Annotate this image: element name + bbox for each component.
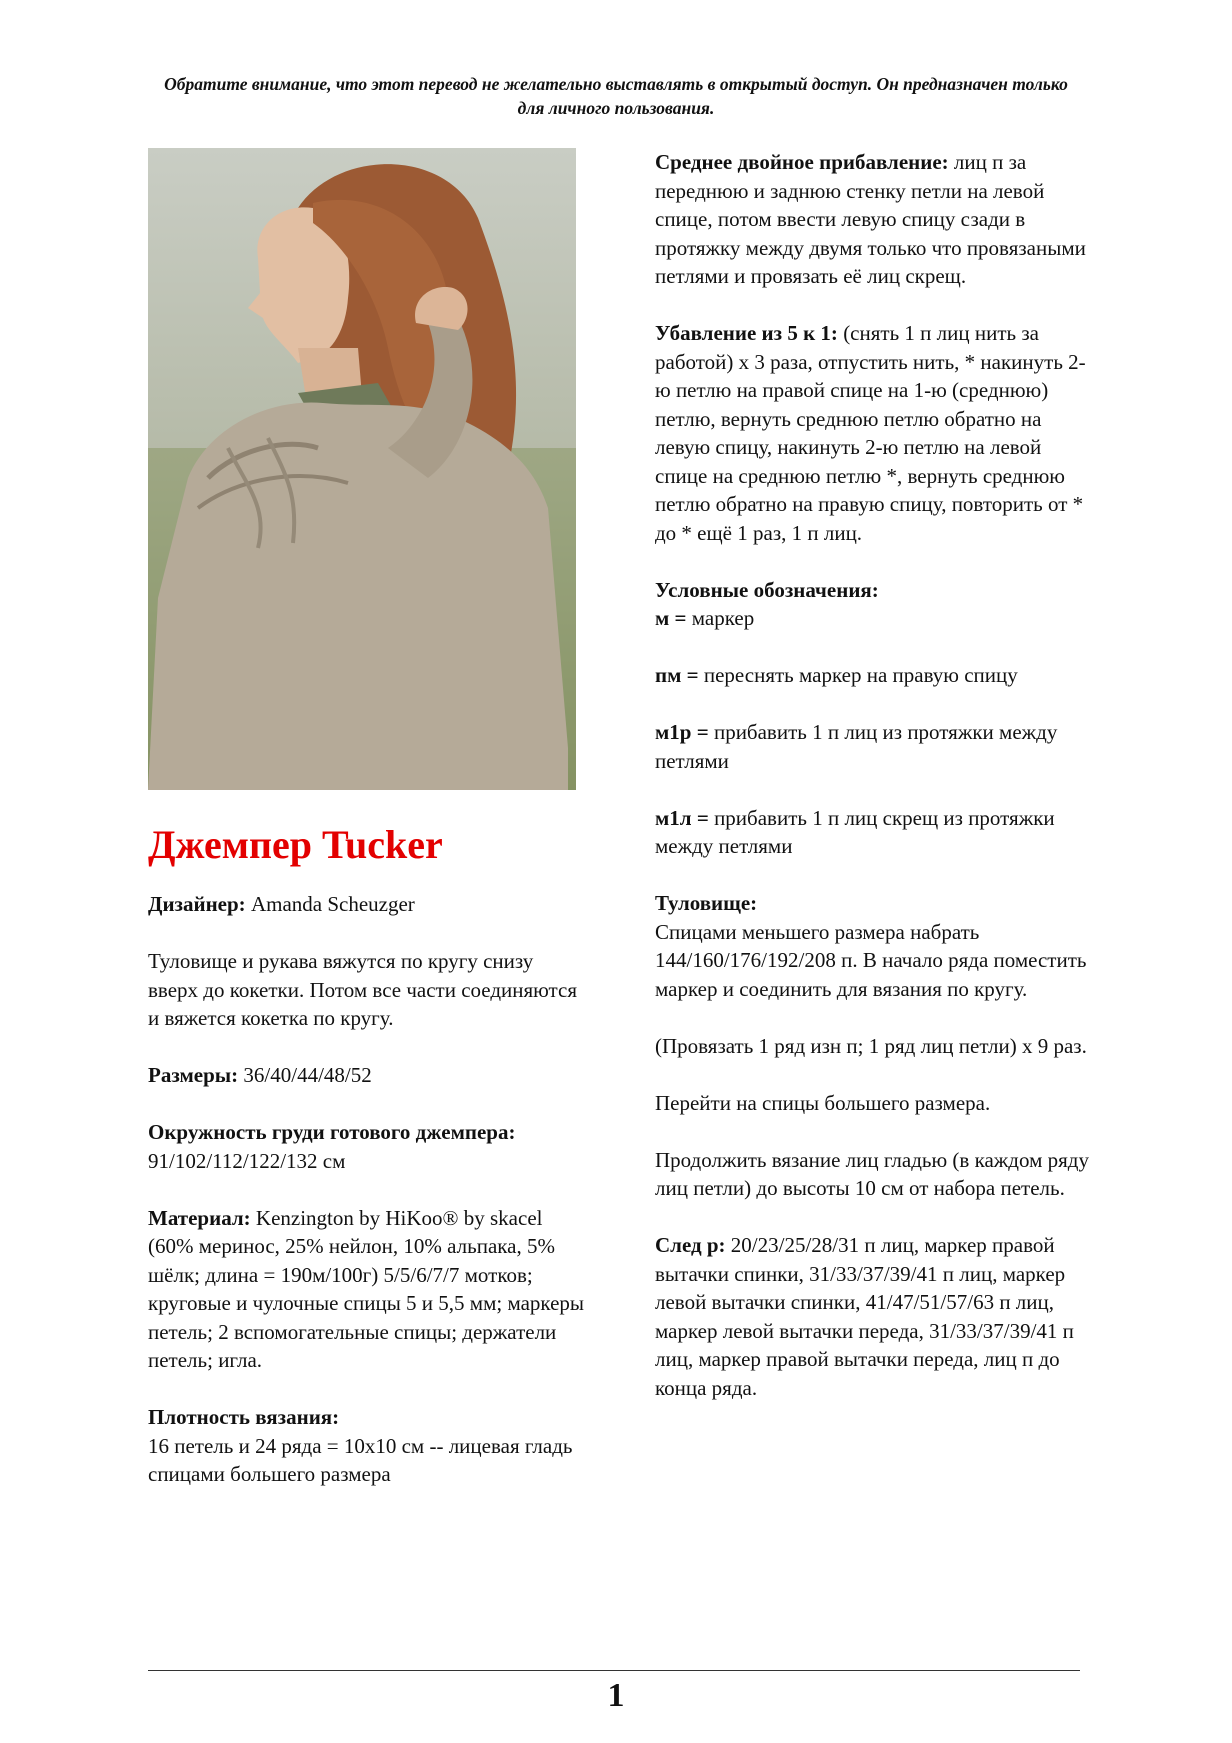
gauge-label: Плотность вязания: [148, 1405, 340, 1429]
legend-m1l-value: прибавить 1 п лиц скрещ из протяжки между петлями [655, 805, 1055, 858]
intro-text: Туловище и рукава вяжутся по кругу снизу вверх до кокетки. Потом все части соединяются и вяжется кокетка по кругу. [148, 949, 577, 1030]
designer-value: Amanda Scheuzger [245, 892, 415, 916]
legend-m-label: м = [655, 606, 687, 630]
legend-m1l-label: м1л = [655, 805, 709, 830]
rib-instruction: (Провязать 1 ряд изн п; 1 ряд лиц петли) х 9 раз. [655, 1033, 1087, 1058]
decrease-value: (снять 1 п лиц нить за работой) х 3 раза, отпустить нить, * накинуть 2-ю петлю на правой спице на 1-ю (среднюю) петлю, вернуть среднюю петлю обратно на левую спицу, накинуть 2-ю петлю на левой спице на среднюю петлю *, вернуть среднюю петлю обратно на правую спицу, повторить от * до * ещё 1 раз, 1 п лиц. [655, 321, 1086, 545]
designer-label: Дизайнер: [148, 892, 246, 916]
next-row-label: След р: [655, 1233, 726, 1257]
model-photo [148, 148, 576, 790]
body-heading: Туловище: [655, 891, 758, 915]
left-column [148, 822, 588, 1517]
right-column [655, 148, 1095, 1431]
increase-definition [655, 148, 1095, 291]
sizes-line [148, 1061, 588, 1090]
legend-m1r-value: прибавить 1 п лиц из протяжки между петлями [655, 720, 1058, 773]
material-label: Материал: [148, 1205, 251, 1230]
copyright-notice: Обратите внимание, что этот перевод не желательно выставлять в открытый доступ. Он предназначен только для личного пользования. [164, 74, 1068, 118]
material-value: Kenzington by HiKoo® by skacel (60% меринос, 25% нейлон, 10% альпака, 5% шёлк; длина = 190м/100г) 5/5/6/7/7 мотков; круговые и чулочные спицы 5 и 5,5 мм; маркеры петель; 2 вспомогательные спицы; держатели петель; игла. [148, 1205, 585, 1372]
gauge-value: 16 петель и 24 ряда = 10х10 см -- лицевая гладь спицами большего размера [148, 1433, 573, 1486]
body-cast-on: Спицами меньшего размера набрать 144/160/176/192/208 п. В начало ряда поместить маркер и соединить для вязания по кругу. [655, 919, 1087, 1001]
designer-line [148, 890, 588, 919]
legend-m1r [655, 718, 1095, 775]
chest-value: 91/102/112/122/132 см [148, 1148, 346, 1173]
legend-block [655, 576, 1095, 633]
legend-heading: Условные обозначения: [655, 577, 879, 602]
sizes-value: 36/40/44/48/52 [238, 1063, 372, 1087]
chest-label: Окружность груди готового джемпера: [148, 1120, 516, 1144]
legend-pm-value: переснять маркер на правую спицу [698, 663, 1018, 687]
needle-switch-instruction: Перейти на спицы большего размера. [655, 1090, 991, 1115]
legend-pm [655, 661, 1095, 690]
footer-divider [148, 1670, 1080, 1671]
chest-line [148, 1118, 588, 1175]
legend-m1r-label: м1р = [655, 720, 709, 744]
decrease-label: Убавление из 5 к 1: [655, 321, 838, 345]
legend-m1l [655, 804, 1095, 861]
body-section [655, 889, 1095, 1003]
increase-value: лиц п за переднюю и заднюю стенку петли на левой спице, потом ввести левую спицу сзади в протяжку между двумя только что провязаными петлями и провязать её лиц скрещ. [655, 150, 1086, 288]
gauge-block [148, 1403, 588, 1489]
sizes-label: Размеры: [148, 1063, 239, 1087]
page-number: 1 [607, 1677, 625, 1714]
decrease-definition [655, 319, 1095, 547]
legend-pm-label: пм = [655, 663, 699, 687]
legend-m-value: маркер [686, 606, 755, 630]
material-line [148, 1204, 588, 1375]
continue-instruction: Продолжить вязание лиц гладью (в каждом ряду лиц петли) до высоты 10 см от набора петель. [655, 1147, 1089, 1200]
increase-label: Среднее двойное прибавление: [655, 150, 949, 174]
next-row-instruction [655, 1231, 1095, 1402]
next-row-value: 20/23/25/28/31 п лиц, маркер правой вытачки спинки, 31/33/37/39/41 п лиц, маркер левой вытачки спинки, 41/47/51/57/63 п лиц, маркер левой вытачки переда, 31/33/37/39/41 п лиц, маркер правой вытачки переда, лиц п до конца ряда. [655, 1233, 1074, 1400]
pattern-title: Джемпер Tucker [148, 822, 443, 867]
